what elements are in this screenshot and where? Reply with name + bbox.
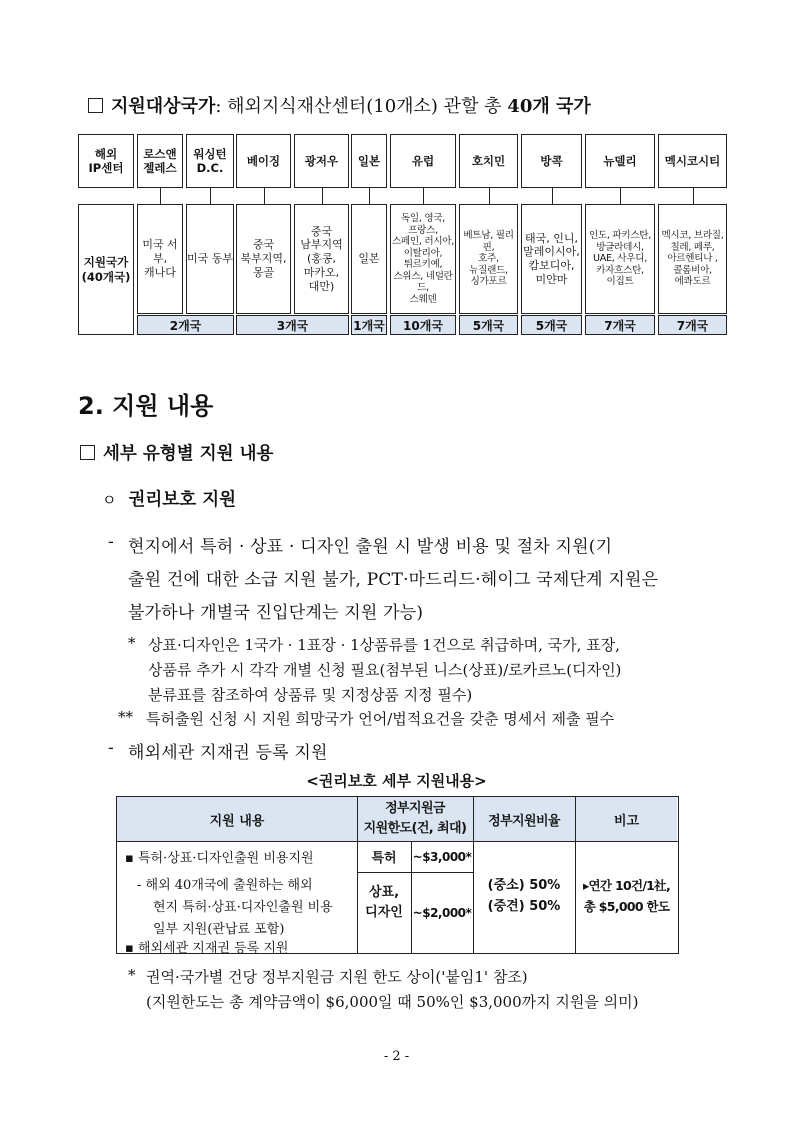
page-number: - 2 - [383,1049,410,1064]
center-countries-4: 중국 남부지역 (홍콩, 마카오, 대만) [294,204,349,314]
patent-limit: ~$3,000* [412,849,472,864]
country-count-3: 1개국 [351,315,387,335]
tm-limit: ~$2,000* [412,905,472,920]
center-name-7: 호치민 [459,134,518,188]
content-line-5: ▪ 해외세관 지재권 등록 지원 [125,941,289,956]
connector-line [620,188,621,204]
center-name-6: 유럽 [390,134,456,188]
subsection-title: 세부 유형별 지원 내용 [80,440,273,465]
center-name-10: 멕시코시티 [658,134,727,188]
note2-marker: ** [118,708,133,726]
center-countries-6: 독일, 영국, 프랑스, 스페인, 러시아, 이탈리아, 튀르키예, 스위스, 네덜란드, 스웨덴 [390,204,456,314]
checkbox-square-icon [80,445,95,460]
connector-line [210,188,211,204]
country-count-4: 10개국 [390,315,456,335]
country-count-1: 2개국 [137,315,234,335]
remark-values: ▸연간 10건/1社, 총 $5,000 한도 [582,878,671,914]
center-name-1: 로스앤 젤레스 [137,134,183,188]
target-label: 지원대상국가 [111,96,216,117]
center-countries-8: 태국, 인니, 말레이시아, 캄보디아, 미얀마 [521,204,582,314]
connector-line [264,188,265,204]
country-count-7: 7개국 [585,315,655,335]
row-body-label: 지원국가 (40개국) [78,204,134,335]
footnote-line1: 권역·국가별 건당 정부지원금 지원 한도 상이('붙임1' 참조) [146,968,528,986]
row-head-label: 해외 IP센터 [78,134,134,188]
country-count-5: 5개국 [459,315,518,335]
connector-line [160,188,161,204]
center-countries-9: 인도, 파키스탄, 방글라데시, UAE, 사우디, 카자흐스탄, 이집트 [585,204,655,314]
connector-line [489,188,490,204]
center-name-4: 광저우 [294,134,349,188]
note1-line3: 분류표를 참조하여 상품류 및 지정상품 지정 필수) [148,686,473,704]
target-countries-heading: 지원대상국가: 해외지식재산센터(10개소) 관할 총 40개 국가 [88,92,591,118]
item-title: ㅇ 권리보호 지원 [102,490,237,510]
country-count-6: 5개국 [521,315,582,335]
para1-line3: 불가하나 개별국 진입단계는 지원 가능) [128,603,424,623]
note1-line1: 상표·디자인은 1국가 · 1표장 · 1상품류를 1건으로 취급하며, 국가, 표장, [148,636,620,654]
header-remark: 비고 [613,813,640,829]
para1-line2: 출원 건에 대한 소급 지원 불가, PCT·마드리드·헤이그 국제단계 지원은 [128,570,659,590]
content-line-4: 일부 지원(관납료 포함) [153,922,285,937]
connector-line [552,188,553,204]
header-ratio: 정부지원비율 [488,813,560,829]
content-line-2: - 해외 40개국에 출원하는 해외 [137,878,313,893]
country-count-8: 7개국 [658,315,727,335]
patent-label: 특허 [371,851,397,866]
detail-table [116,796,679,954]
ip-center-table [78,134,727,336]
content-line-1: ▪ 특허·상표·디자인출원 비용지원 [125,851,314,866]
tm-label: 상표, 디자인 [365,885,403,920]
center-countries-7: 베트남, 필리핀, 호주, 뉴질랜드, 싱가포르 [459,204,518,314]
section-title: 2. 지원 내용 [78,392,214,420]
footnote-line2: (지원한도는 총 계약금액이 $6,000일 때 50%인 $3,000까지 지원을 의미) [146,993,639,1011]
center-countries-2: 미국 동부 [186,204,234,314]
center-name-9: 뉴델리 [585,134,655,188]
header-content: 지원 내용 [209,813,265,829]
note1-line2: 상품류 추가 시 각각 개별 신청 필요(첨부된 니스(상표)/로카르노(디자인) [148,661,622,679]
note1-marker: * [128,634,136,652]
target-text: 해외지식재산센터(10개소) 관할 총 [221,96,508,117]
center-name-3: 베이징 [236,134,291,188]
connector-line [322,188,323,204]
center-name-5: 일본 [351,134,387,188]
note2-text: 특허출원 신청 시 지원 희망국가 언어/법적요건을 갖춘 명세서 제출 필수 [146,710,615,728]
footnote-marker: * [128,966,136,984]
target-count: 40개 국가 [507,96,591,117]
detail-table-caption: <권리보호 세부 지원내용> [306,772,487,790]
center-name-8: 방콕 [521,134,582,188]
center-countries-3: 중국 북부지역, 몽골 [236,204,291,314]
connector-line [369,188,370,204]
para2-text: 해외세관 지재권 등록 지원 [128,743,328,763]
center-countries-5: 일본 [351,204,387,314]
header-limit: 정부지원금 지원한도(건, 최대) [363,801,467,836]
checkbox-square-icon [88,98,103,113]
para2-dash: - [108,738,114,758]
content-line-3: 현지 특허·상표·디자인출원 비용 [153,900,333,915]
para1-dash: - [108,532,114,552]
center-name-2: 워싱턴 D.C. [186,134,234,188]
center-countries-10: 멕시코, 브라질, 칠레, 페루, 아르헨티나 , 콜롬비아, 에콰도르 [658,204,727,314]
ratio-values: (중소) 50% (중견) 50% [487,878,561,914]
country-count-2: 3개국 [236,315,349,335]
connector-line [693,188,694,204]
connector-line [423,188,424,204]
center-countries-1: 미국 서부, 캐나다 [137,204,183,314]
para1-line1: 현지에서 특허 · 상표 · 디자인 출원 시 발생 비용 및 절차 지원(기 [128,537,613,557]
